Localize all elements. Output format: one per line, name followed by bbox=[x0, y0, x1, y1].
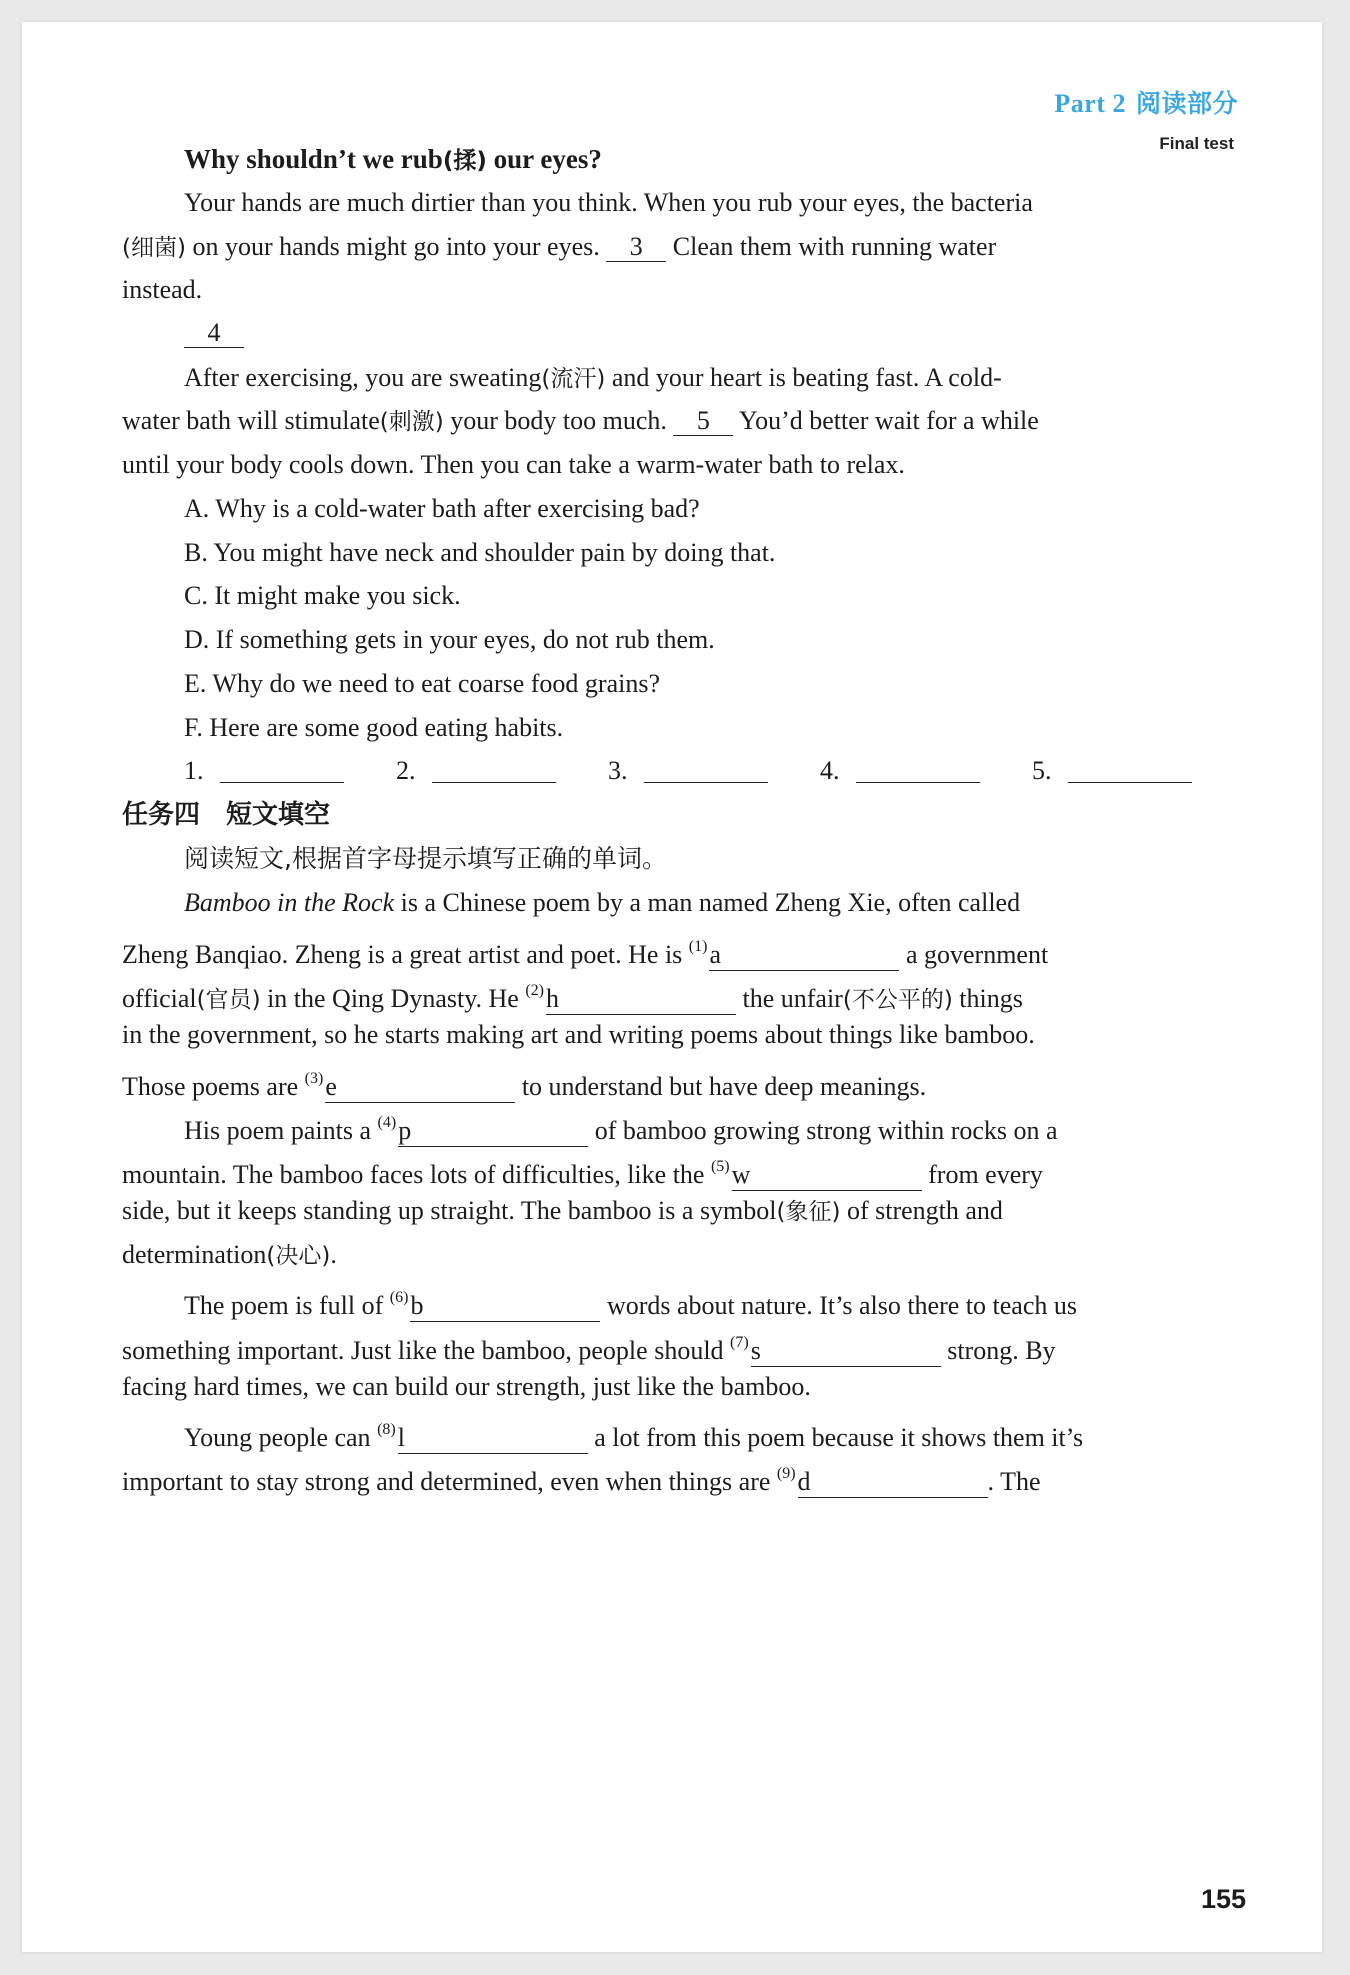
option-a: A. Why is a cold-water bath after exercising bad? bbox=[184, 494, 700, 523]
answer-slot-5: 5. bbox=[1032, 754, 1244, 788]
passage-line: (细菌) on your hands might go into your eyes. 3 Clean them with running water bbox=[122, 232, 997, 261]
answer-input-1[interactable] bbox=[220, 756, 344, 783]
option-d: D. If something gets in your eyes, do not rub them. bbox=[184, 625, 715, 654]
answer-blank-3[interactable]: 3 bbox=[606, 233, 666, 262]
passage-line: determination(决心). bbox=[122, 1240, 337, 1269]
fill-blank-5[interactable]: w bbox=[732, 1160, 922, 1191]
fill-blank-1[interactable]: a bbox=[709, 940, 899, 971]
answer-slot-2: 2. bbox=[396, 754, 608, 788]
passage-line: until your body cools down. Then you can take a warm-water bath to relax. bbox=[122, 450, 905, 479]
fill-blank-4[interactable]: p bbox=[398, 1116, 588, 1147]
document-page bbox=[22, 22, 1322, 1952]
option-c: C. It might make you sick. bbox=[184, 581, 461, 610]
passage-line: Your hands are much dirtier than you think. When you rub your eyes, the bacteria bbox=[184, 188, 1033, 217]
section-instruction: 阅读短文,根据首字母提示填写正确的单词。 bbox=[184, 844, 667, 873]
answer-input-5[interactable] bbox=[1068, 756, 1192, 783]
passage-line: side, but it keeps standing up straight. The bamboo is a symbol(象征) of strength and bbox=[122, 1196, 1003, 1225]
answer-row bbox=[184, 754, 1244, 788]
answer-slot-4: 4. bbox=[820, 754, 1032, 788]
fill-blank-7[interactable]: s bbox=[751, 1336, 941, 1367]
passage-line: something important. Just like the bamboo, people should $^{(7)}$s strong. By bbox=[122, 1334, 1056, 1365]
answer-input-2[interactable] bbox=[432, 756, 556, 783]
passage-line: official(官员) in the Qing Dynasty. He $^{(2)}$h the unfair(不公平的) things bbox=[122, 982, 1023, 1013]
answer-blank-4[interactable]: 4 bbox=[184, 319, 244, 348]
passage-line: water bath will stimulate(刺激) your body too much. 5 You’d better wait for a while bbox=[122, 406, 1039, 435]
passage-line bbox=[184, 316, 1250, 350]
option-b: B. You might have neck and shoulder pain by doing that. bbox=[184, 538, 776, 567]
page-number: 155 bbox=[1200, 1884, 1246, 1914]
answer-input-4[interactable] bbox=[856, 756, 980, 783]
section-heading: 任务四 短文填空 bbox=[122, 800, 331, 830]
passage-line: Zheng Banqiao. Zheng is a great artist and poet. He is $^{(1)}$a a government bbox=[122, 938, 1049, 969]
answer-input-3[interactable] bbox=[644, 756, 768, 783]
section-name: 阅读部分 bbox=[1135, 89, 1238, 118]
passage-line: mountain. The bamboo faces lots of difficulties, like the $^{(5)}$w from every bbox=[122, 1158, 1043, 1189]
answer-slot-1: 1. bbox=[184, 754, 396, 788]
passage-line: His poem paints a $^{(4)}$p of bamboo growing strong within rocks on a bbox=[184, 1114, 1058, 1145]
option-e: E. Why do we need to eat coarse food grains? bbox=[184, 669, 661, 698]
passage-line: After exercising, you are sweating(流汗) and your heart is beating fast. A cold- bbox=[184, 363, 1002, 392]
passage-line: important to stay strong and determined, even when things are $^{(9)}$d . The bbox=[122, 1465, 1041, 1496]
passage-line: in the government, so he starts making art and writing poems about things like bamboo. bbox=[122, 1020, 1035, 1049]
header-subtitle: Final test bbox=[1159, 134, 1234, 153]
part-number: Part 2 bbox=[1054, 89, 1126, 118]
option-f: F. Here are some good eating habits. bbox=[184, 713, 564, 742]
passage-line: Those poems are $^{(3)}$e to understand but have deep meanings. bbox=[122, 1070, 927, 1101]
fill-blank-9[interactable]: d bbox=[798, 1467, 988, 1498]
answer-blank-5[interactable]: 5 bbox=[673, 407, 733, 436]
passage-title: Why shouldn’t we rub(揉) our eyes? bbox=[184, 144, 602, 174]
passage-line: Young people can $^{(8)}$l a lot from this poem because it shows them it’s bbox=[184, 1421, 1084, 1452]
answer-slot-3: 3. bbox=[608, 754, 820, 788]
passage-line: facing hard times, we can build our strength, just like the bamboo. bbox=[122, 1372, 811, 1401]
passage-line: Bamboo in the Rock is a Chinese poem by a man named Zheng Xie, often called bbox=[184, 888, 1021, 917]
fill-blank-2[interactable]: h bbox=[546, 984, 736, 1015]
passage-line: instead. bbox=[122, 275, 203, 304]
passage-line: The poem is full of $^{(6)}$b words about nature. It’s also there to teach us bbox=[184, 1289, 1077, 1320]
fill-blank-6[interactable]: b bbox=[410, 1291, 600, 1322]
fill-blank-8[interactable]: l bbox=[398, 1423, 588, 1454]
header-part-label bbox=[1054, 84, 1238, 120]
poem-title: Bamboo in the Rock bbox=[184, 888, 395, 917]
fill-blank-3[interactable]: e bbox=[325, 1072, 515, 1103]
